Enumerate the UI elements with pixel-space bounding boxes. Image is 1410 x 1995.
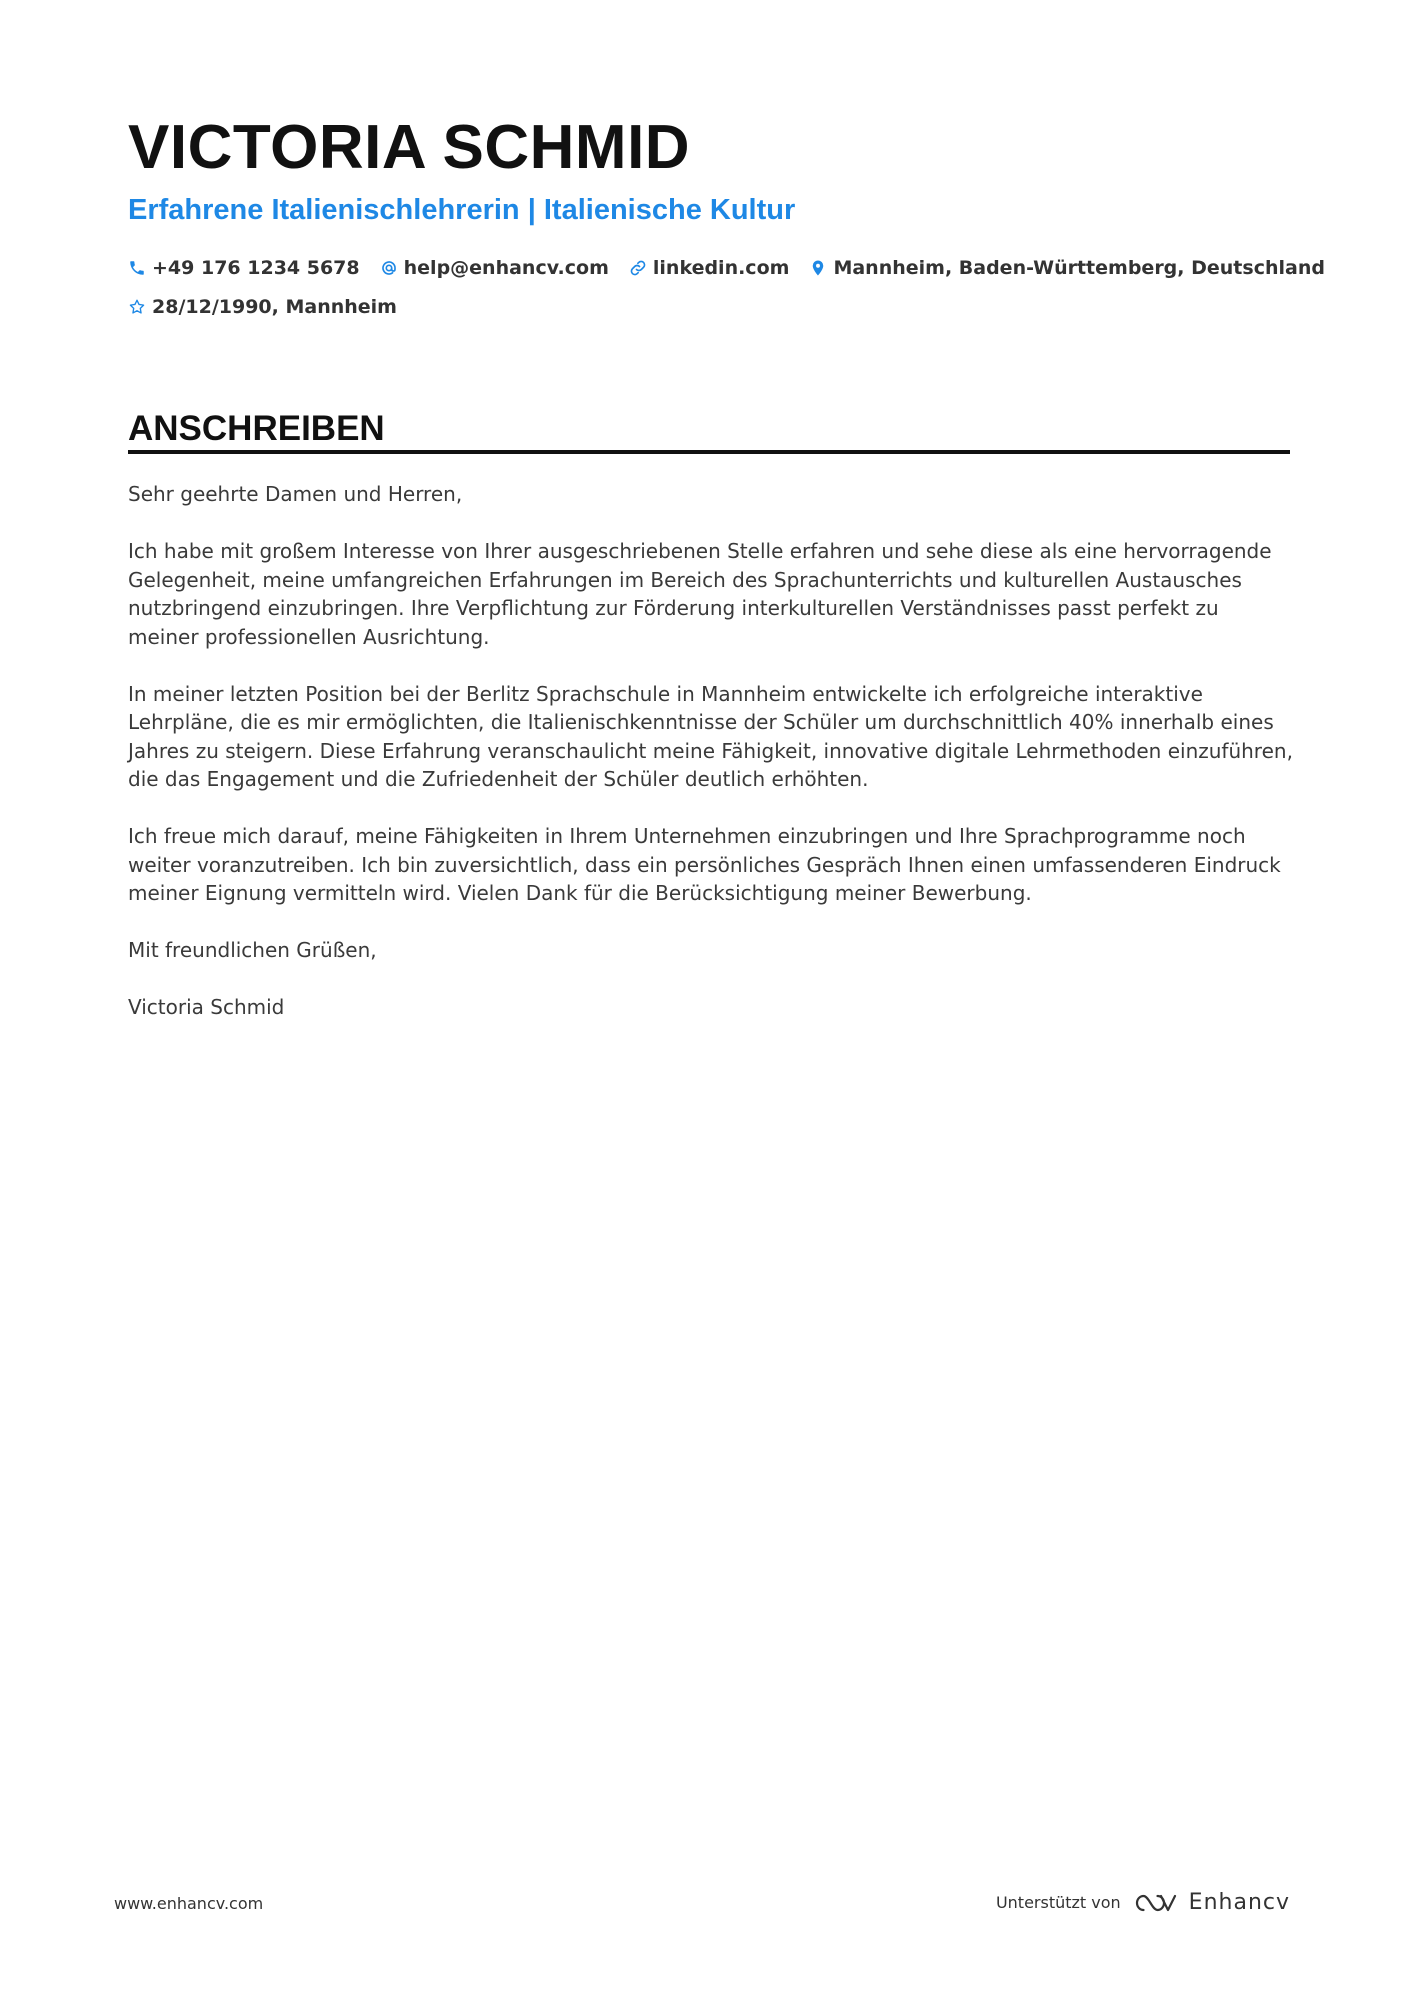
contact-phone [128,257,360,279]
contact-row-2 [128,293,1288,321]
star-icon [128,298,146,316]
section-title: ANSCHREIBEN [128,409,385,448]
email-text[interactable]: help@enhancv.com [403,257,609,279]
contact-birth [128,296,397,318]
letter-closing: Mit freundlichen Grüßen, [128,938,377,962]
contact-info [128,254,1325,332]
contact-email[interactable] [380,257,609,279]
at-icon [380,259,398,277]
candidate-name: VICTORIA SCHMID [128,113,691,182]
footer-branding [996,1890,1290,1915]
contact-row-1 [128,254,1325,282]
enhancv-logo[interactable] [1133,1890,1290,1915]
linkedin-text[interactable]: linkedin.com [652,257,790,279]
letter-signature: Victoria Schmid [128,995,285,1019]
letter-paragraph-1: Ich habe mit großem Interesse von Ihrer ausgeschriebenen Stelle erfahren und sehe diese als eine hervorragende Gelegenheit, meine umfangreichen Erfahrungen im Bereich des Sprachunterrichts und kulturellen Austausches nutzbringend einzubringen. Ihre Verpflichtung zur Förderung interkulturellen Verständnisses passt perfekt zu meiner professionellen Ausrichtung. [128,539,1272,649]
phone-icon [128,259,146,277]
contact-location [809,257,1325,279]
letter-body [128,480,1293,1050]
candidate-title: Erfahrene Italienischlehrerin | Italienische Kultur [128,194,796,226]
link-icon [629,259,647,277]
location-text: Mannheim, Baden-Württemberg, Deutschland [833,257,1325,279]
letter-salutation: Sehr geehrte Damen und Herren, [128,482,463,506]
phone-text: +49 176 1234 5678 [152,257,360,279]
letter-paragraph-2: In meiner letzten Position bei der Berlitz Sprachschule in Mannheim entwickelte ich erfolgreiche interaktive Lehrpläne, die es mir ermöglichten, die Italienischkenntnisse der Schüler um durchschnittlich 40% innerhalb eines Jahres zu steigern. Diese Erfahrung veranschaulicht meine Fähigkeit, innovative digitale Lehrmethoden einzuführen, die das Engagement und die Zufriedenheit der Schüler deutlich erhöhten. [128,681,1293,791]
enhancv-logo-icon [1133,1891,1179,1915]
location-pin-icon [809,259,827,277]
contact-linkedin[interactable] [629,257,790,279]
birth-text: 28/12/1990, Mannheim [152,296,397,318]
footer-website[interactable]: www.enhancv.com [114,1894,264,1913]
letter-paragraph-3: Ich freue mich darauf, meine Fähigkeiten in Ihrem Unternehmen einzubringen und Ihre Sprachprogramme noch weiter voranzutreiben. Ich bin zuversichtlich, dass ein persönliches Gespräch Ihnen einen umfassenderen Eindruck meiner Eignung vermitteln wird. Vielen Dank für die Berücksichtigung meiner Bewerbung. [128,824,1281,905]
powered-by-label: Unterstützt von [995,1893,1121,1912]
section-divider [128,450,1290,454]
brand-name: Enhancv [1188,1890,1290,1915]
